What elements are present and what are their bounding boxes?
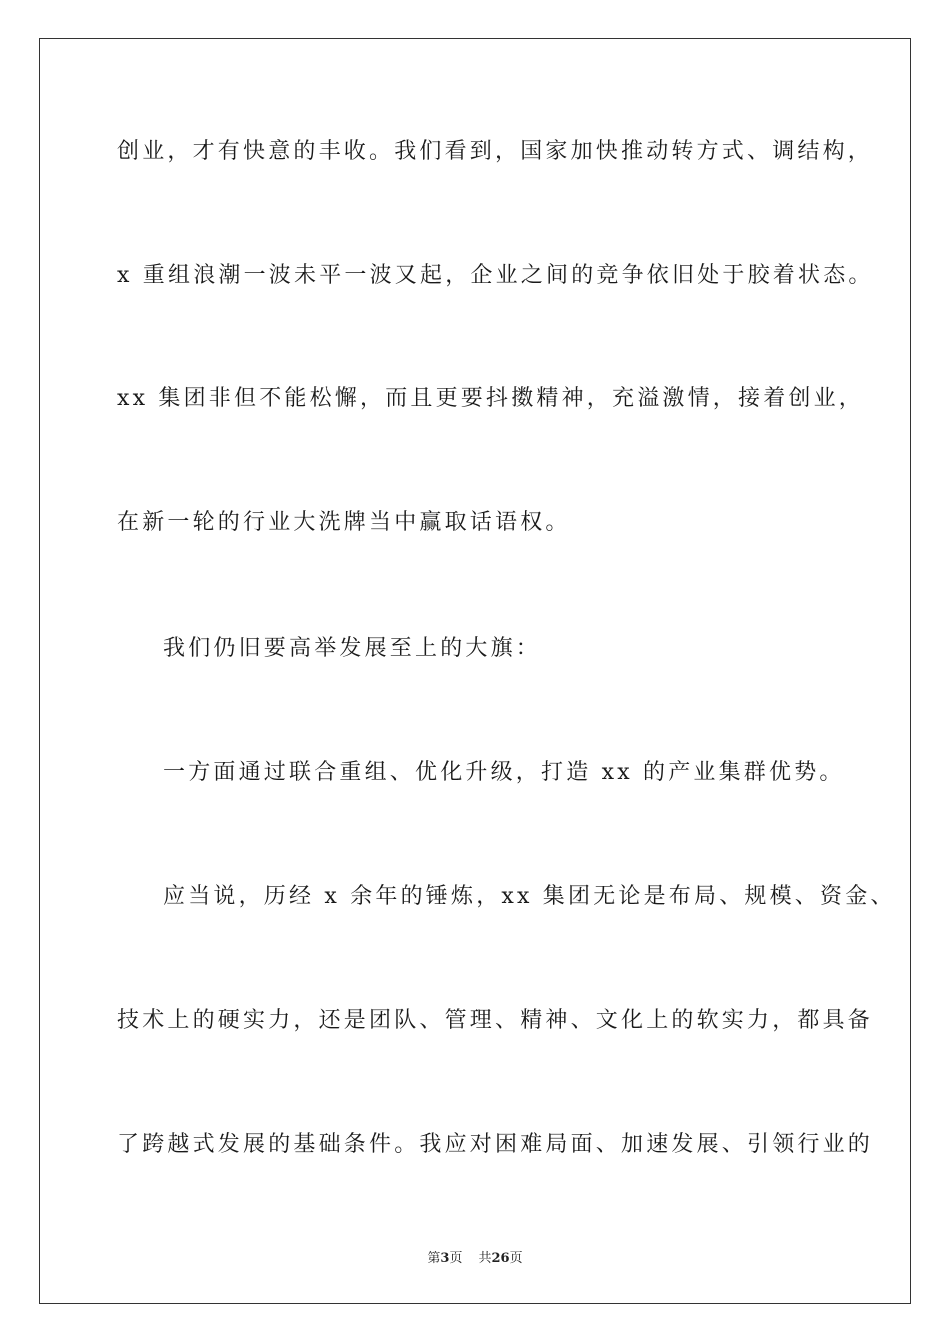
body-line-6: 一方面通过联合重组、优化升级，打造 xx 的产业集群优势。 — [163, 760, 845, 785]
body-line-4: 在新一轮的行业大洗牌当中赢取话语权。 — [117, 510, 571, 535]
page-border — [39, 38, 911, 1304]
footer-total-suffix: 页 — [509, 1251, 523, 1266]
page-footer — [0, 1247, 950, 1266]
body-line-7: 应当说，历经 x 余年的锤炼，xx 集团无论是布局、规模、资金、 — [163, 884, 896, 909]
footer-total-prefix: 共 — [478, 1251, 492, 1266]
body-line-8: 技术上的硬实力，还是团队、管理、精神、文化上的软实力，都具备 — [117, 1008, 874, 1033]
footer-total-pages: 26 — [491, 1251, 510, 1266]
body-line-3: xx 集团非但不能松懈，而且更要抖擞精神，充溢激情，接着创业， — [117, 386, 865, 411]
body-line-1: 创业，才有快意的丰收。我们看到，国家加快推动转方式、调结构， — [117, 139, 874, 164]
body-line-2: x 重组浪潮一波未平一波又起，企业之间的竞争依旧处于胶着状态。 — [117, 263, 874, 288]
footer-page-suffix: 页 — [449, 1251, 463, 1266]
footer-page-number: 3 — [440, 1251, 450, 1266]
body-line-9: 了跨越式发展的基础条件。我应对困难局面、加速发展、引领行业的 — [117, 1132, 874, 1157]
body-line-5: 我们仍旧要高举发展至上的大旗： — [163, 636, 542, 661]
footer-page-prefix: 第 — [427, 1251, 441, 1266]
